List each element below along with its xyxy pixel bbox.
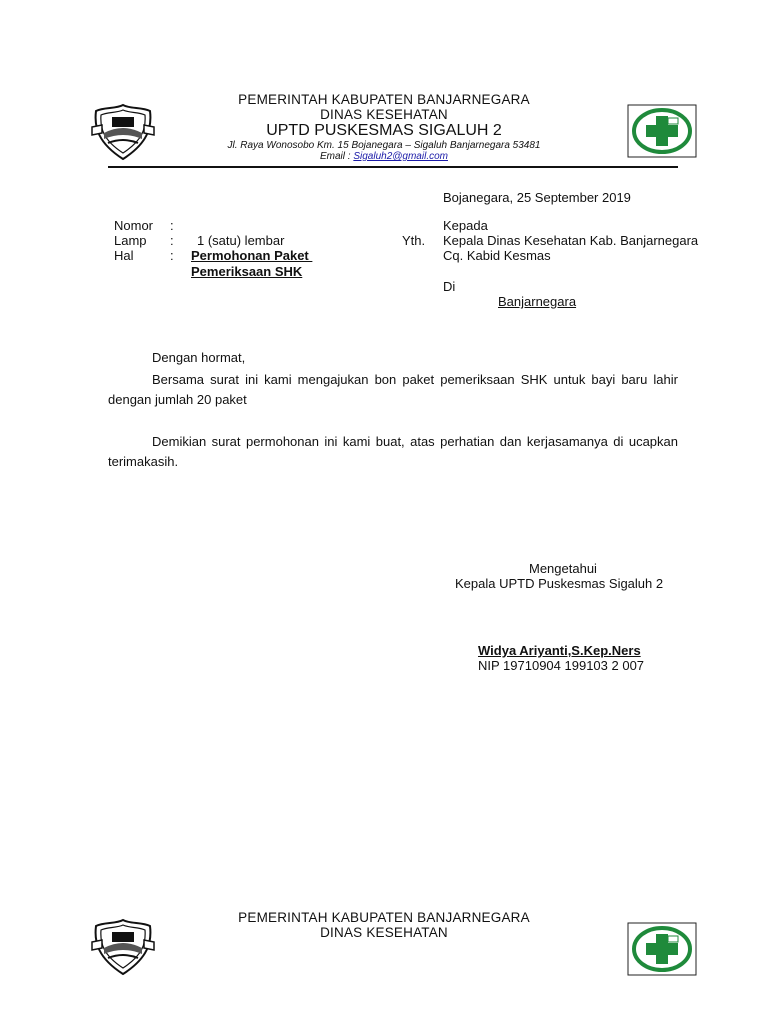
recipient-city: Banjarnegara bbox=[498, 294, 577, 309]
header-unit: UPTD PUSKESMAS SIGALUH 2 bbox=[266, 122, 502, 139]
email-label: Email : bbox=[320, 151, 354, 162]
nomor-label: Nomor bbox=[114, 218, 154, 233]
puskesmas-cross-icon bbox=[627, 104, 697, 158]
header-government: PEMERINTAH KABUPATEN BANJARNEGARA bbox=[238, 92, 530, 107]
puskesmas-cross-icon bbox=[627, 922, 697, 976]
hal-subject-line2: Pemeriksaan SHK bbox=[191, 264, 303, 279]
recipient-line1: Kepala Dinas Kesehatan Kab. Banjarnegara bbox=[443, 233, 699, 248]
signature-acknowledge: Mengetahui bbox=[529, 561, 597, 576]
signature-position: Kepala UPTD Puskesmas Sigaluh 2 bbox=[455, 576, 664, 591]
recipient-line2: Cq. Kabid Kesmas bbox=[443, 248, 551, 263]
recipient-kepada: Kepada bbox=[443, 218, 488, 233]
header-address: Jl. Raya Wonosobo Km. 15 Bojanegara – Sigaluh Banjarnegara 53481 bbox=[227, 140, 541, 151]
signature-name: Widya Ariyanti,S.Kep.Ners bbox=[478, 643, 641, 658]
greeting: Dengan hormat, bbox=[152, 350, 246, 365]
next-page-government: PEMERINTAH KABUPATEN BANJARNEGARA bbox=[238, 910, 530, 925]
recipient-di: Di bbox=[443, 279, 456, 294]
next-page-department: DINAS KESEHATAN bbox=[320, 925, 448, 940]
body-paragraph-1: Bersama surat ini kami mengajukan bon paket pemeriksaan SHK untuk bayi baru lahir dengan jumlah 20 paket bbox=[108, 372, 678, 407]
hal-subject-line1: Permohonan Paket bbox=[191, 248, 313, 263]
lamp-colon: : bbox=[170, 233, 174, 248]
place-date: Bojanegara, 25 September 2019 bbox=[443, 190, 631, 205]
lamp-label: Lamp bbox=[114, 233, 147, 248]
email-link[interactable]: Sigaluh2@gmail.com bbox=[353, 151, 448, 162]
lamp-value: 1 (satu) lembar bbox=[197, 233, 285, 248]
nomor-colon: : bbox=[170, 218, 174, 233]
hal-colon: : bbox=[170, 248, 174, 263]
header-divider bbox=[108, 166, 678, 168]
hal-label: Hal bbox=[114, 248, 134, 263]
signature-nip: NIP 19710904 199103 2 007 bbox=[478, 658, 645, 673]
recipient-yth: Yth. bbox=[402, 233, 426, 248]
body-paragraph-2: Demikian surat permohonan ini kami buat, atas perhatian dan kerjasamanya di ucapkan terimakasih. bbox=[108, 434, 678, 469]
header-department: DINAS KESEHATAN bbox=[320, 107, 448, 122]
